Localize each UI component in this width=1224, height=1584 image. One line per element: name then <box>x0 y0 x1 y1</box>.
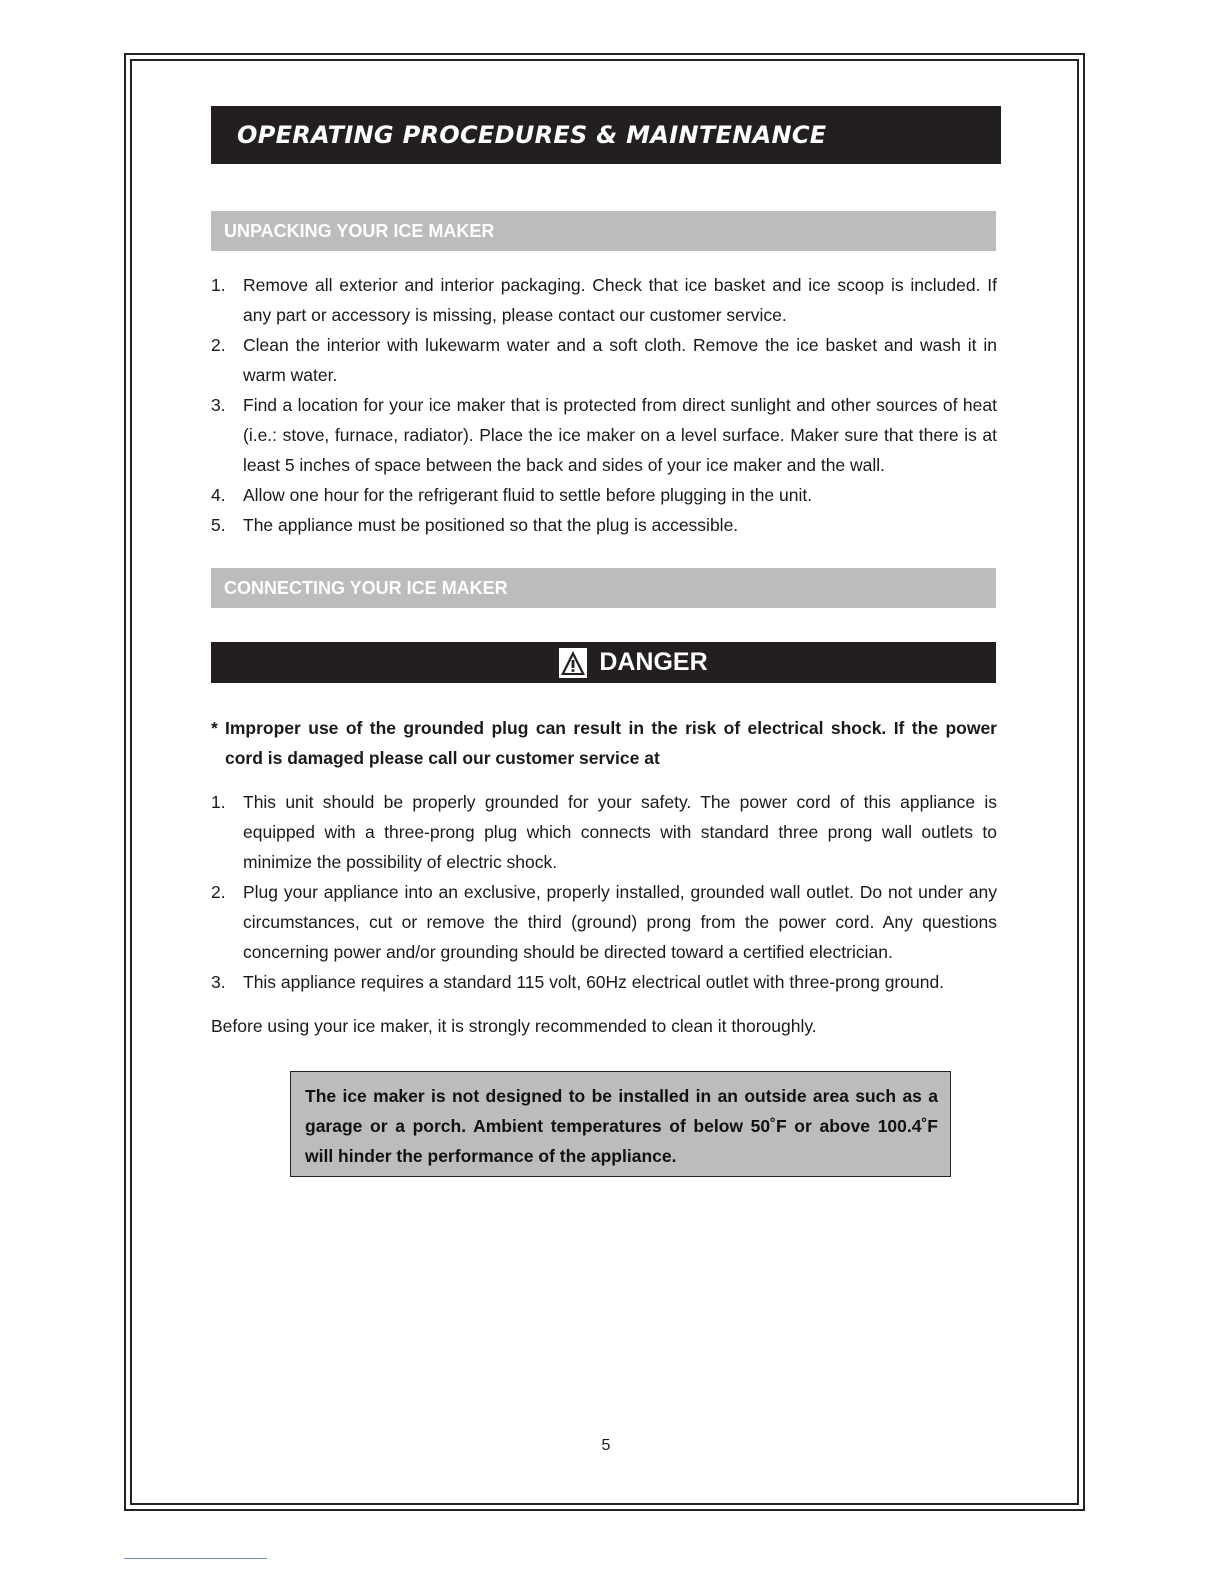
page-title-text: OPERATING PROCEDURES & MAINTENANCE <box>237 121 827 149</box>
section-title-connecting: CONNECTING YOUR ICE MAKER <box>224 577 508 598</box>
list-item-number: 2. <box>211 882 226 902</box>
unpacking-steps-list <box>211 270 997 540</box>
danger-label: DANGER <box>599 648 708 676</box>
list-item-text: The appliance must be positioned so that the plug is accessible. <box>243 515 739 535</box>
cleaning-note: Before using your ice maker, it is strongly recommended to clean it thoroughly. <box>211 1016 817 1036</box>
list-item <box>211 330 997 390</box>
warning-text: Improper use of the grounded plug can result in the risk of electrical shock. If the power cord is damaged please call our customer service at <box>225 718 997 768</box>
list-item-number: 2. <box>211 335 226 355</box>
list-item-number: 3. <box>211 395 226 415</box>
list-item <box>211 967 997 997</box>
list-item <box>211 480 997 510</box>
list-item-number: 3. <box>211 972 226 992</box>
warning-asterisk: * <box>211 718 218 738</box>
section-header-unpacking <box>211 211 996 251</box>
list-item-text: Clean the interior with lukewarm water and a soft cloth. Remove the ice basket and wash it in warm water. <box>243 335 997 385</box>
warning-triangle-icon <box>559 648 587 678</box>
grounded-plug-warning <box>211 713 997 773</box>
list-item-text: Plug your appliance into an exclusive, properly installed, grounded wall outlet. Do not under any circumstances, cut or remove the third (ground) prong from the power cord. Any questions concerning power and/or grounding should be directed toward a certified electrician. <box>243 882 997 962</box>
connecting-steps-list <box>211 787 997 997</box>
list-item-text: This appliance requires a standard 115 volt, 60Hz electrical outlet with three-prong ground. <box>243 972 945 992</box>
section-title-unpacking: UNPACKING YOUR ICE MAKER <box>224 220 495 241</box>
list-item <box>211 270 997 330</box>
danger-banner <box>211 642 996 683</box>
list-item-number: 5. <box>211 515 226 535</box>
installation-callout: The ice maker is not designed to be installed in an outside area such as a garage or a porch. Ambient temperatures of below 50˚F or above 100.4˚F will hinder the performance of the appliance. <box>290 1071 951 1177</box>
list-item-text: Allow one hour for the refrigerant fluid to settle before plugging in the unit. <box>243 485 813 505</box>
list-item <box>211 787 997 877</box>
list-item-text: This unit should be properly grounded for your safety. The power cord of this appliance is equipped with a three-prong plug which connects with standard three prong wall outlets to minimize the possibility of electric shock. <box>243 792 997 872</box>
list-item-text: Remove all exterior and interior packaging. Check that ice basket and ice scoop is included. If any part or accessory is missing, please contact our customer service. <box>243 275 997 325</box>
list-item <box>211 877 997 967</box>
divider <box>124 1558 267 1559</box>
list-item-number: 4. <box>211 485 226 505</box>
list-item-number: 1. <box>211 275 226 295</box>
page-title <box>211 106 1001 164</box>
section-header-connecting <box>211 568 996 608</box>
list-item <box>211 510 997 540</box>
list-item-number: 1. <box>211 792 226 812</box>
list-item-text: Find a location for your ice maker that is protected from direct sunlight and other sources of heat (i.e.: stove, furnace, radiator). Place the ice maker on a level surface. Maker sure that there is at least 5 inches of space between the back and sides of your ice maker and the wall. <box>243 395 997 475</box>
list-item <box>211 390 997 480</box>
page-number: 5 <box>601 1437 611 1454</box>
